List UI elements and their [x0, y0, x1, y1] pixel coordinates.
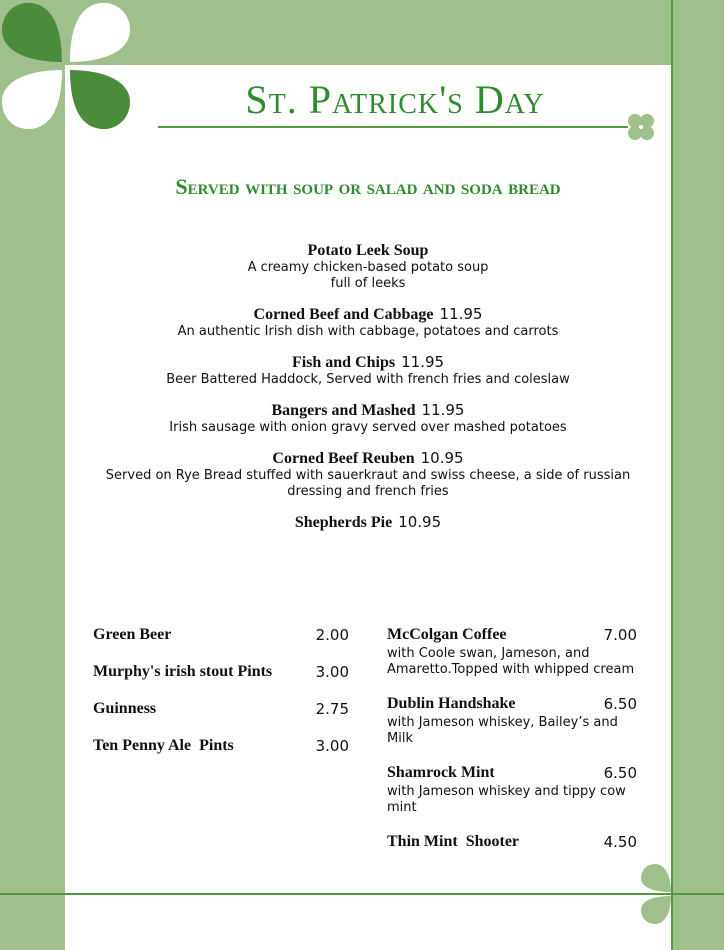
shamrock-corner-icon	[0, 0, 132, 132]
entree-name: Bangers and Mashed	[271, 402, 416, 419]
entree-description: Served on Rye Bread stuffed with sauerkraut and swiss cheese, a side of russian dressing and french fries	[105, 468, 631, 499]
beer-list	[93, 626, 349, 774]
cocktail-item	[387, 626, 637, 678]
entree-item	[100, 352, 636, 388]
entree-name: Shepherds Pie	[294, 514, 393, 531]
menu-subtitle: Served with soup or salad and soda bread	[175, 174, 561, 199]
entree-description: Irish sausage with onion gravy served over mashed potatoes	[169, 420, 567, 435]
cocktail-description: with Jameson whiskey and tippy cow mint	[387, 784, 626, 815]
entree-price: 11.95	[401, 353, 445, 371]
beer-row	[93, 700, 349, 737]
shamrock-small-icon	[626, 112, 656, 142]
entree-item	[100, 240, 636, 292]
entree-description: A creamy chicken-based potato soup full of leeks	[247, 260, 489, 291]
beer-name: Murphy's irish stout Pints	[93, 663, 273, 680]
cocktail-item	[387, 695, 637, 747]
beer-price: 2.75	[315, 700, 349, 718]
cocktail-name: McColgan Coffee	[387, 626, 507, 643]
entree-price: 11.95	[439, 305, 483, 323]
beer-name: Guinness	[93, 700, 157, 717]
entree-price: 10.95	[398, 513, 442, 531]
cocktail-price: 6.50	[603, 764, 637, 782]
beer-name: Ten Penny Ale Pints	[93, 737, 234, 754]
entree-price: 11.95	[421, 401, 465, 419]
entree-list	[100, 240, 636, 544]
title-underline	[158, 126, 628, 128]
entree-name: Corned Beef Reuben	[272, 450, 415, 467]
entree-item	[100, 448, 636, 500]
menu-title: St. Patrick's Day	[245, 77, 545, 122]
beer-price: 2.00	[315, 626, 349, 644]
beer-price: 3.00	[315, 663, 349, 681]
left-border-band	[0, 0, 65, 950]
entree-item	[100, 400, 636, 436]
cocktail-item	[387, 764, 637, 816]
right-border-band	[671, 0, 724, 950]
cocktail-item	[387, 833, 637, 851]
entree-name: Corned Beef and Cabbage	[253, 306, 434, 323]
cocktail-price: 7.00	[603, 626, 637, 644]
entree-name: Fish and Chips	[291, 354, 396, 371]
cocktail-price: 6.50	[603, 695, 637, 713]
right-divider-line	[671, 0, 673, 950]
beer-name: Green Beer	[93, 626, 172, 643]
shamrock-bottom-icon	[639, 862, 707, 926]
entree-description: An authentic Irish dish with cabbage, potatoes and carrots	[177, 324, 559, 339]
entree-description: Beer Battered Haddock, Served with french fries and coleslaw	[166, 372, 570, 387]
bottom-divider-line	[0, 893, 724, 895]
entree-name: Potato Leek Soup	[307, 242, 429, 259]
entree-price: 10.95	[420, 449, 464, 467]
cocktail-name: Shamrock Mint	[387, 764, 495, 781]
entree-item	[100, 304, 636, 340]
cocktail-list	[387, 626, 637, 868]
cocktail-name: Thin Mint Shooter	[387, 833, 520, 850]
cocktail-description: with Jameson whiskey, Bailey’s and Milk	[387, 715, 618, 746]
cocktail-price: 4.50	[603, 833, 637, 851]
beer-row	[93, 663, 349, 700]
beer-price: 3.00	[315, 737, 349, 755]
beer-row	[93, 737, 349, 774]
cocktail-name: Dublin Handshake	[387, 695, 516, 712]
entree-item	[100, 512, 636, 532]
cocktail-description: with Coole swan, Jameson, and Amaretto.Topped with whipped cream	[387, 646, 635, 677]
beer-row	[93, 626, 349, 663]
